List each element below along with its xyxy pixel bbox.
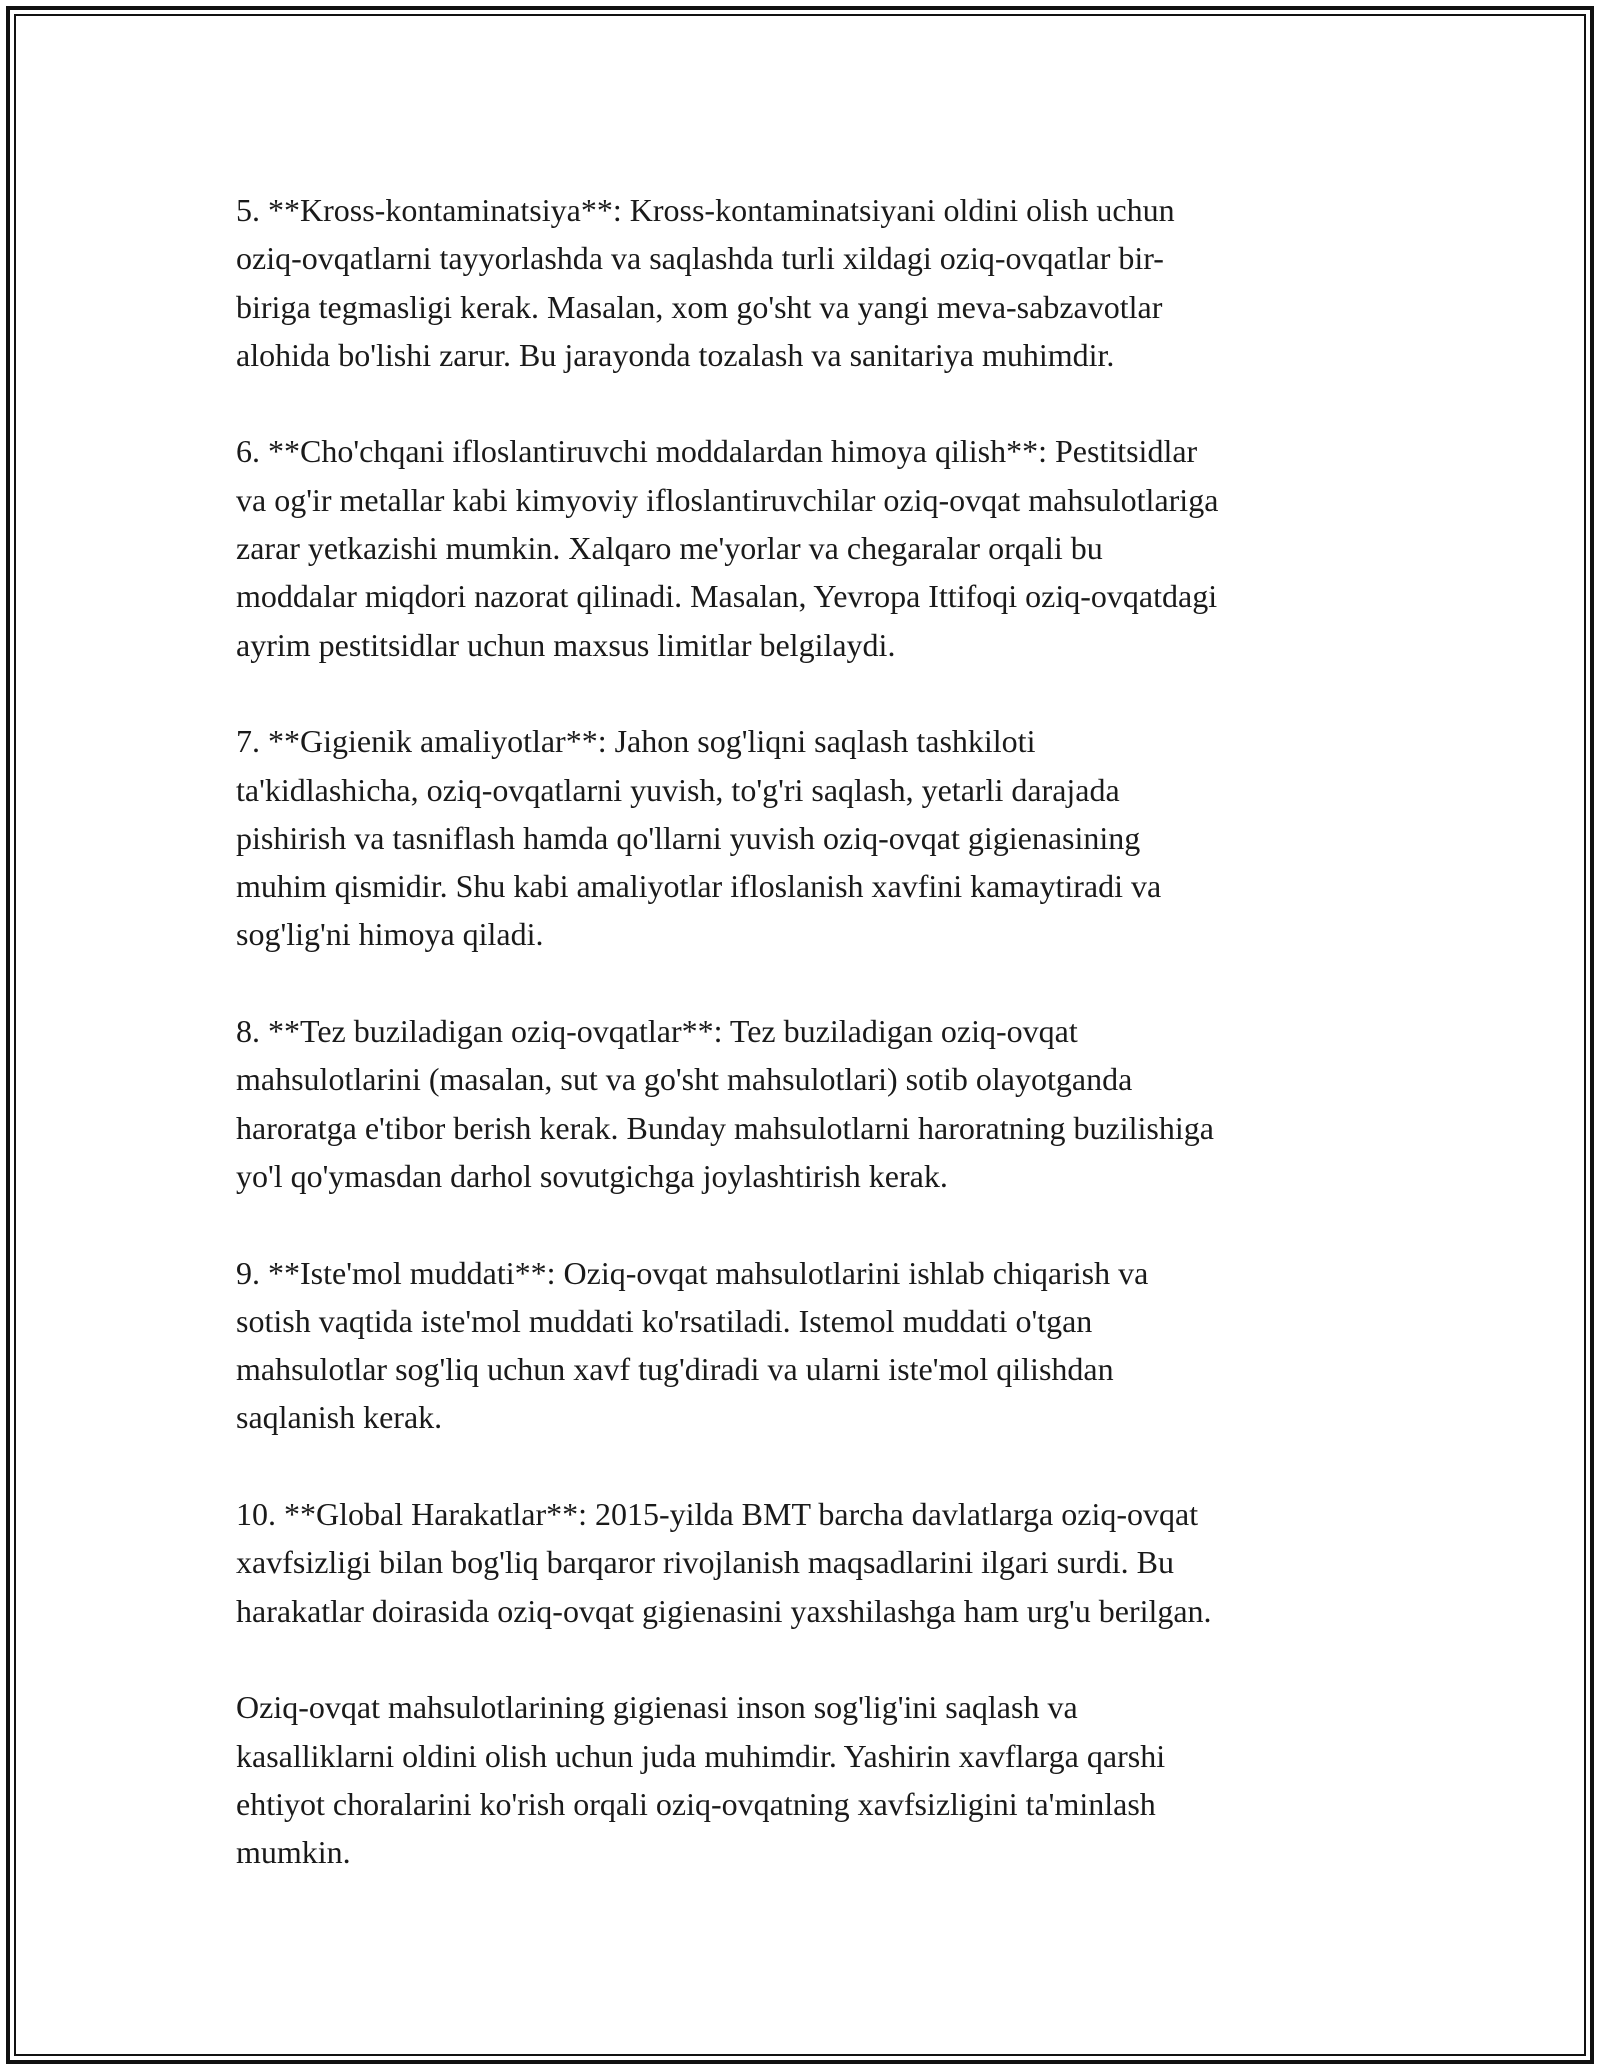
paragraph-contaminant-protection: 6. **Cho'chqani ifloslantiruvchi moddalardan himoya qilish**: Pestitsidlar va og'ir metallar kabi kimyoviy ifloslantiruvchilar oziq-ovqat mahsulotlariga zarar yetkazishi mumkin. Xalqaro me'yorlar va chegaralar orqali bu moddalar miqdori nazorat qilinadi. Masalan, Yevropa Ittifoqi oziq-ovqatdagi ayrim pestitsidlar uchun maxsus limitlar belgilaydi. xyxy=(236,433,1219,663)
document-body xyxy=(236,186,1406,1925)
paragraph-cross-contamination: 5. **Kross-kontaminatsiya**: Kross-kontaminatsiyani oldini olish uchun oziq-ovqatlarni tayyorlashda va saqlashda turli xildagi oziq-ovqatlar bir- biriga tegmasligi kerak. Masalan, xom go'sht va yangi meva-sabzavotlar alohida bo'lishi zarur. Bu jarayonda tozalash va sanitariya muhimdir. xyxy=(236,192,1175,373)
paragraph-global-actions: 10. **Global Harakatlar**: 2015-yilda BMT barcha davlatlarga oziq-ovqat xavfsizligi bilan bog'liq barqaror rivojlanish maqsadlarini ilgari surdi. Bu harakatlar doirasida oziq-ovqat gigienasini yaxshilashga ham urg'u berilgan. xyxy=(236,1496,1212,1629)
paragraph-expiration-date: 9. **Iste'mol muddati**: Oziq-ovqat mahsulotlarini ishlab chiqarish va sotish vaqtida iste'mol muddati ko'rsatiladi. Istemol muddati o'tgan mahsulotlar sog'liq uchun xavf tug'diradi va ularni iste'mol qilishdan saqlanish kerak. xyxy=(236,1254,1149,1436)
paragraph-hygienic-practices: 7. **Gigienik amaliyotlar**: Jahon sog'liqni saqlash tashkiloti ta'kidlashicha, oziq-ovqatlarni yuvish, to'g'ri saqlash, yetarli darajada pishirish va tasniflash hamda qo'llarni yuvish oziq-ovqat gigienasining muhim qismidir. Shu kabi amaliyotlar ifloslanish xavfini kamaytiradi va sog'lig'ni himoya qiladi. xyxy=(236,723,1162,953)
paragraph-conclusion: Oziq-ovqat mahsulotlarining gigienasi inson sog'lig'ini saqlash va kasalliklarni oldini olish uchun juda muhimdir. Yashirin xavflarga qarshi ehtiyot choralarini ko'rish orqali oziq-ovqatning xavfsizligini ta'minlash mumkin. xyxy=(236,1689,1166,1871)
paragraph-perishable-foods: 8. **Tez buziladigan oziq-ovqatlar**: Tez buziladigan oziq-ovqat mahsulotlarini (masalan, sut va go'sht mahsulotlari) sotib olayotganda haroratga e'tibor berish kerak. Bunday mahsulotlarni haroratning buzilishiga yo'l qo'ymasdan darhol sovutgichga joylashtirish kerak. xyxy=(236,1013,1214,1194)
